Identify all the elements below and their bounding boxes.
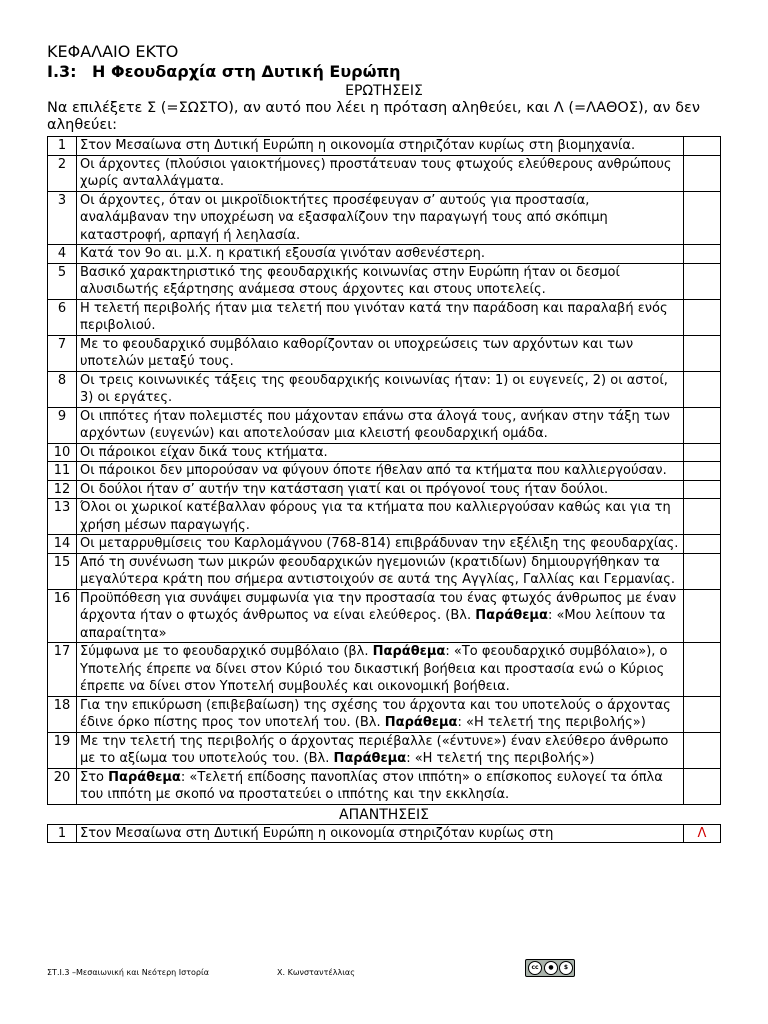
question-row	[48, 407, 721, 443]
question-number: 3	[48, 191, 77, 245]
questions-heading: ΕΡΩΤΗΣΕΙΣ	[345, 83, 423, 99]
question-text	[77, 335, 684, 371]
question-number: 11	[48, 462, 77, 481]
question-text-part: Οι άρχοντες, όταν οι μικροϊδιοκτήτες προσέφευγαν σ’ αυτούς για προστασία, αναλάμβαναν την υποχρέωση να εξασφαλίζουν την παραγωγή τους από σκόπιμη καταστροφή, αρπαγή ή λεηλασία.	[80, 192, 608, 243]
question-text-part: : «Η τελετή της περιβολής»)	[406, 751, 595, 766]
answer-row	[48, 824, 721, 843]
question-text	[77, 462, 684, 481]
question-number: 17	[48, 643, 77, 697]
question-row	[48, 462, 721, 481]
question-text	[77, 245, 684, 264]
question-text-part: Οι άρχοντες (πλούσιοι γαιοκτήμονες) προστάτευαν τους φτωχούς ελεύθερους ανθρώπους χωρίς ανταλλάγματα.	[80, 156, 672, 189]
answer-number: 1	[48, 824, 77, 843]
question-number: 16	[48, 589, 77, 643]
answers-heading: ΑΠΑΝΤΗΣΕΙΣ	[339, 806, 429, 823]
question-text-part: Όλοι οι χωρικοί κατέβαλλαν φόρους για τα κτήματα που καλλιεργούσαν καθώς και για τη χρήση μέσων παραγωγής.	[80, 500, 671, 533]
question-text	[77, 371, 684, 407]
answer-cell	[684, 768, 721, 804]
question-number: 14	[48, 535, 77, 554]
question-row	[48, 191, 721, 245]
source-reference: Παράθεμα	[372, 644, 446, 659]
questions-table	[47, 136, 721, 805]
answer-cell	[684, 499, 721, 535]
section-title	[47, 62, 721, 82]
answer-cell	[684, 371, 721, 407]
question-text-part: Για την επικύρωση (επιβεβαίωση) της σχέσης του άρχοντα και του υποτελούς ο άρχοντας έδινε όρκο πίστης προς τον υποτελή του. (Βλ.	[80, 697, 671, 730]
question-row	[48, 335, 721, 371]
question-row	[48, 245, 721, 264]
question-text-part: Προϋπόθεση για συνάψει συμφωνία για την προστασία του ένας φτωχός άνθρωπος με έναν άρχοντα ήταν ο φτωχός άνθρωπος να είναι ελεύθερος. (Βλ.	[80, 590, 677, 623]
cc-circle-icon: cc	[528, 961, 542, 975]
answer-cell	[684, 155, 721, 191]
question-row	[48, 643, 721, 697]
question-row	[48, 443, 721, 462]
question-row	[48, 589, 721, 643]
question-text-part: Με την τελετή της περιβολής ο άρχοντας περιέβαλλε («έντυνε») έναν ελεύθερο άνθρωπο με το αξίωμα του υποτελούς του. (Βλ.	[80, 733, 669, 766]
question-text-part: Από τη συνένωση των μικρών φεουδαρχικών ηγεμονιών (κρατιδίων) δημιουργήθηκαν τα μεγαλύτερα κράτη που σήμερα αντιστοιχούν σε αυτά της Αγγλίας, Γαλλίας και Γερμανίας.	[80, 554, 676, 587]
answer-cell	[684, 462, 721, 481]
question-number: 6	[48, 299, 77, 335]
section-title-text: Η Φεουδαρχία στη Δυτική Ευρώπη	[92, 62, 401, 81]
question-number: 2	[48, 155, 77, 191]
question-row	[48, 371, 721, 407]
question-text-part: Στον Μεσαίωνα στη Δυτική Ευρώπη η οικονομία στηριζόταν κυρίως στη βιομηχανία.	[80, 138, 636, 153]
question-text-part: Οι πάροικοι είχαν δικά τους κτήματα.	[80, 444, 328, 460]
question-text	[77, 499, 684, 535]
question-text-part: : «Μου λείπουν τα απαραίτητα»	[80, 608, 666, 641]
question-row	[48, 768, 721, 804]
question-row	[48, 535, 721, 554]
question-text-part: Στο	[80, 769, 109, 785]
question-text	[77, 443, 684, 462]
answer-cell	[684, 535, 721, 554]
source-reference: Παράθεμα	[475, 608, 548, 623]
question-row	[48, 155, 721, 191]
answer-mark: Λ	[684, 824, 721, 843]
question-text	[77, 407, 684, 443]
answer-cell	[684, 137, 721, 156]
by-person-icon: ●	[544, 961, 558, 975]
source-reference: Παράθεμα	[108, 769, 181, 785]
question-text	[77, 535, 684, 554]
answer-cell	[684, 407, 721, 443]
question-text	[77, 732, 684, 768]
source-reference: Παράθεμα	[333, 751, 407, 766]
answer-cell	[684, 589, 721, 643]
answer-cell	[684, 299, 721, 335]
question-row	[48, 480, 721, 499]
question-number: 8	[48, 371, 77, 407]
answer-cell	[684, 553, 721, 589]
question-text-part: Οι δούλοι ήταν σ’ αυτήν την κατάσταση γιατί και οι πρόγονοί τους ήταν δούλοι.	[80, 481, 609, 497]
answer-cell	[684, 443, 721, 462]
question-text	[77, 589, 684, 643]
worksheet-page	[47, 42, 721, 843]
question-text	[77, 155, 684, 191]
question-number: 13	[48, 499, 77, 535]
section-number: Ι.3:	[47, 62, 77, 81]
question-number: 1	[48, 137, 77, 156]
question-text-part: Οι πάροικοι δεν μπορούσαν να φύγουν όποτε ήθελαν από τα κτήματα που καλλιεργούσαν.	[80, 463, 667, 478]
answer-cell	[684, 480, 721, 499]
question-number: 10	[48, 443, 77, 462]
question-text-part: : «Τελετή επίδοσης πανοπλίας στον ιππότη» ο επίσκοπος ευλογεί τα όπλα του ιππότη με σκοπό να προστατεύει ο ιππότης και την εκκλησία.	[80, 769, 663, 802]
question-text	[77, 696, 684, 732]
question-text	[77, 553, 684, 589]
question-number: 5	[48, 263, 77, 299]
question-row	[48, 299, 721, 335]
question-number: 9	[48, 407, 77, 443]
question-text	[77, 263, 684, 299]
source-reference: Παράθεμα	[384, 715, 458, 730]
question-text-part: Οι μεταρρυθμίσεις του Καρλομάγνου (768-814) επιβράδυναν την εξέλιξη της φεουδαρχίας.	[80, 536, 679, 551]
question-text-part: : «Το φεουδαρχικό συμβόλαιο»), ο Υποτελής έπρεπε να δίνει στον Κύριό του δικαστική βοήθεια και προστασία ενώ ο Κύριος έπρεπε να δίνει στον Υποτελή συμβουλές και οικονομική βοήθεια.	[80, 644, 668, 694]
question-number: 7	[48, 335, 77, 371]
answer-cell	[684, 245, 721, 264]
answer-cell	[684, 643, 721, 697]
question-text	[77, 768, 684, 804]
question-text-part: : «Η τελετή της περιβολής»)	[457, 715, 646, 730]
question-text	[77, 480, 684, 499]
answer-cell	[684, 263, 721, 299]
question-number: 18	[48, 696, 77, 732]
answer-cell	[684, 335, 721, 371]
footer-course: ΣΤ.Ι.3 –Μεσαιωνική και Νεότερη Ιστορία	[47, 968, 209, 977]
question-text-part: Βασικό χαρακτηριστικό της φεουδαρχικής κοινωνίας στην Ευρώπη ήταν οι δεσμοί αλυσιδωτής εξάρτησης ανάμεσα στους άρχοντες και στους υποτελείς.	[80, 264, 620, 297]
question-text-part: Οι ιππότες ήταν πολεμιστές που μάχονταν επάνω στα άλογά τους, ανήκαν στην τάξη των αρχόντων (ευγενών) και αποτελούσαν μια κλειστή φεουδαρχική ομάδα.	[80, 408, 670, 441]
instructions-text: Να επιλέξετε Σ (=ΣΩΣΤΟ), αν αυτό που λέει η πρόταση αληθεύει, και Λ (=ΛΑΘΟΣ), αν δεν αληθεύει:	[47, 100, 700, 133]
question-row	[48, 696, 721, 732]
question-text-part: Σύμφωνα με το φεουδαρχικό συμβόλαιο (βλ.	[80, 644, 373, 659]
answer-statement: Στον Μεσαίωνα στη Δυτική Ευρώπη η οικονομία στηριζόταν κυρίως στη	[77, 824, 684, 843]
question-row	[48, 732, 721, 768]
question-text	[77, 191, 684, 245]
question-text	[77, 137, 684, 156]
answers-table	[47, 824, 721, 844]
cc-by-nc-icon	[525, 959, 575, 977]
answer-cell	[684, 696, 721, 732]
nc-dollar-icon: $	[559, 961, 573, 975]
chapter-heading: ΚΕΦΑΛΑΙΟ ΕΚΤΟ	[47, 42, 179, 61]
question-row	[48, 553, 721, 589]
question-text-part: Κατά τον 9ο αι. μ.Χ. η κρατική εξουσία γινόταν ασθενέστερη.	[80, 246, 486, 261]
question-number: 19	[48, 732, 77, 768]
question-number: 20	[48, 768, 77, 804]
question-text	[77, 299, 684, 335]
answer-cell	[684, 732, 721, 768]
question-row	[48, 499, 721, 535]
footer-author: Χ. Κωνσταντέλλιας	[277, 968, 355, 977]
question-text	[77, 643, 684, 697]
answer-cell	[684, 191, 721, 245]
question-number: 4	[48, 245, 77, 264]
question-number: 15	[48, 553, 77, 589]
question-text-part: Με το φεουδαρχικό συμβόλαιο καθορίζονταν οι υποχρεώσεις των αρχόντων και των υποτελών μεταξύ τους.	[80, 336, 634, 369]
question-row	[48, 137, 721, 156]
question-text-part: Η τελετή περιβολής ήταν μια τελετή που γινόταν κατά την παράδοση και παραλαβή ενός περιβολιού.	[80, 300, 668, 333]
question-text-part: Οι τρεις κοινωνικές τάξεις της φεουδαρχικής κοινωνίας ήταν: 1) οι ευγενείς, 2) οι αστοί, 3) οι εργάτες.	[80, 372, 668, 405]
question-number: 12	[48, 480, 77, 499]
question-row	[48, 263, 721, 299]
